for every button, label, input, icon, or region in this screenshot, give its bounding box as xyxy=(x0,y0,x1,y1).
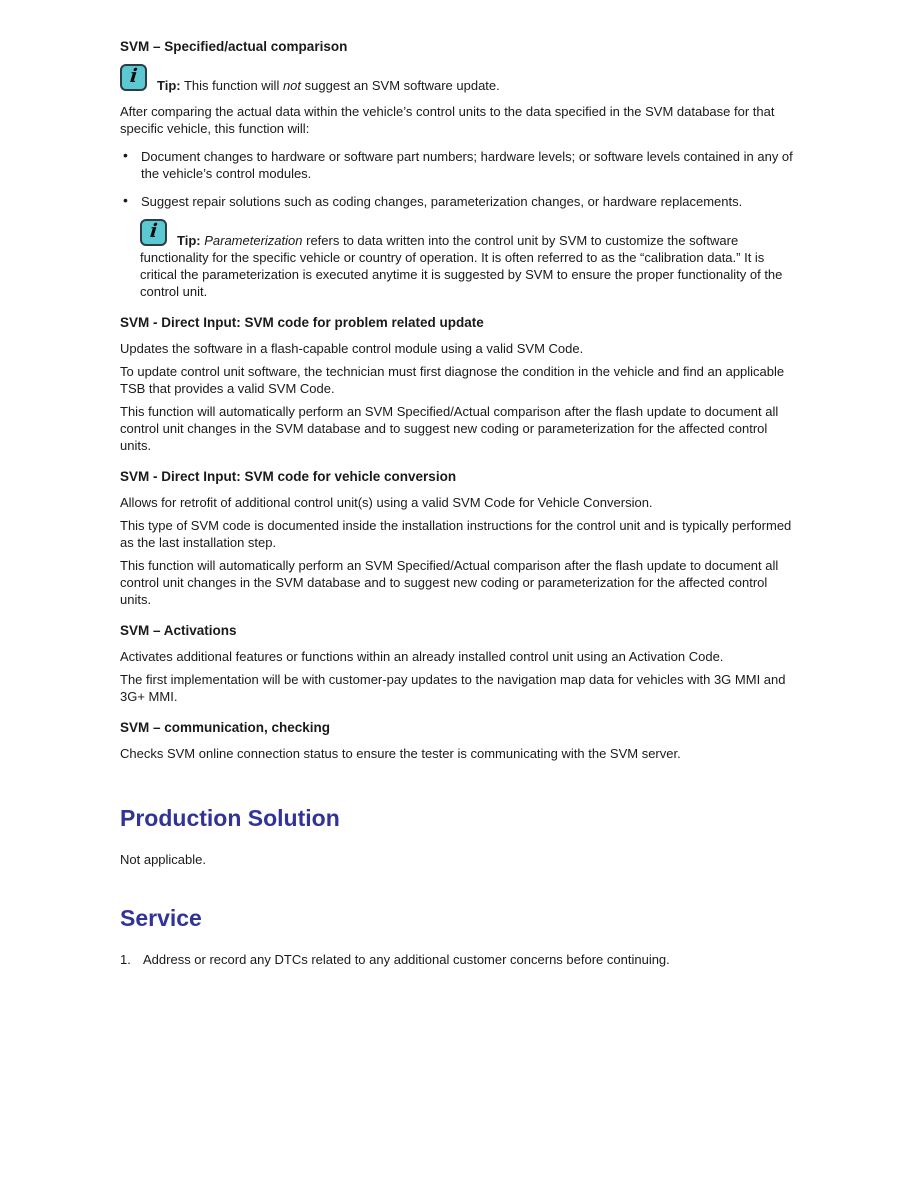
section-svm-comparison xyxy=(120,38,795,300)
heading-svm-vehicle-conversion: SVM - Direct Input: SVM code for vehicle conversion xyxy=(120,469,457,484)
paragraph: Updates the software in a flash-capable control module using a valid SVM Code. xyxy=(120,341,584,356)
heading-svm-problem-update: SVM - Direct Input: SVM code for problem related update xyxy=(120,315,484,330)
tip-text xyxy=(120,64,795,94)
heading-service: Service xyxy=(120,905,202,931)
paragraph: This function will automatically perform an SVM Specified/Actual comparison after the flash update to document all control unit changes in the SVM database and to suggest new coding or parameterization for the affected control units. xyxy=(120,404,779,453)
tip-label: Tip: xyxy=(177,233,201,248)
tip-body-emphasis: not xyxy=(282,78,302,93)
paragraph: Checks SVM online connection status to ensure the tester is communicating with the SVM server. xyxy=(120,746,681,761)
section-svm-communication xyxy=(120,719,795,762)
list-item-text: Suggest repair solutions such as coding changes, parameterization changes, or hardware replacements. xyxy=(141,194,743,209)
info-icon xyxy=(120,64,147,91)
document-content xyxy=(120,38,795,968)
paragraph-not-applicable: Not applicable. xyxy=(120,852,206,867)
list-item-document-changes xyxy=(120,148,795,182)
info-icon-glyph: i xyxy=(128,65,139,87)
section-service xyxy=(120,905,795,968)
heading-production-solution: Production Solution xyxy=(120,805,340,831)
list-item-suggest-repair xyxy=(120,193,795,210)
heading-svm-activations: SVM – Activations xyxy=(120,623,237,638)
tip-label: Tip: xyxy=(157,78,181,93)
section-svm-vehicle-conversion xyxy=(120,468,795,608)
section-svm-activations xyxy=(120,622,795,705)
paragraph: This type of SVM code is documented inside the installation instructions for the control unit and is typically performed as the last installation step. xyxy=(120,518,792,550)
heading-svm-comparison: SVM – Specified/actual comparison xyxy=(120,39,348,54)
info-icon-glyph: i xyxy=(148,220,159,242)
paragraph: To update control unit software, the technician must first diagnose the condition in the vehicle and find an applicable TSB that provides a valid SVM Code. xyxy=(120,364,785,396)
numbered-list-item xyxy=(120,951,795,968)
tip-body-emphasis: Parameterization xyxy=(204,233,303,248)
tip-body-post: suggest an SVM software update. xyxy=(301,78,500,93)
list-item-text: Address or record any DTCs related to any additional customer concerns before continuing. xyxy=(143,952,670,967)
paragraph: Allows for retrofit of additional control unit(s) using a valid SVM Code for Vehicle Conversion. xyxy=(120,495,653,510)
heading-svm-communication: SVM – communication, checking xyxy=(120,720,331,735)
list-item-text: Document changes to hardware or software part numbers; hardware levels; or software levels contained in any of the vehicle’s control modules. xyxy=(141,149,793,181)
paragraph: This function will automatically perform an SVM Specified/Actual comparison after the flash update to document all control unit changes in the SVM database and to suggest new coding or parameterization for the affected control units. xyxy=(120,558,779,607)
tip-text xyxy=(140,219,795,300)
tip-note-software-update xyxy=(120,64,795,94)
bullet-list xyxy=(120,148,795,210)
bullet-icon: • xyxy=(123,147,128,163)
tip-note-parameterization xyxy=(140,219,795,300)
tip-body-post: refers to data written into the control unit by SVM to customize the software functionality for the specific vehicle or country of operation. It is often referred to as the “calibration data.” It is critical the parameterization is executed anytime it is suggested by SVM to ensure the proper functionality of the control unit. xyxy=(140,233,783,299)
bullet-icon: • xyxy=(123,192,128,208)
section-svm-problem-update xyxy=(120,314,795,454)
tip-body-pre: This function will xyxy=(180,78,283,93)
paragraph-intro: After comparing the actual data within the vehicle’s control units to the data specified in the SVM database for that specific vehicle, this function will: xyxy=(120,104,775,136)
info-icon xyxy=(140,219,167,246)
section-production-solution xyxy=(120,805,795,868)
paragraph: The first implementation will be with customer-pay updates to the navigation map data for vehicles with 3G MMI and 3G+ MMI. xyxy=(120,672,786,704)
paragraph: Activates additional features or functions within an already installed control unit using an Activation Code. xyxy=(120,649,724,664)
list-item-number: 1. xyxy=(120,952,131,967)
